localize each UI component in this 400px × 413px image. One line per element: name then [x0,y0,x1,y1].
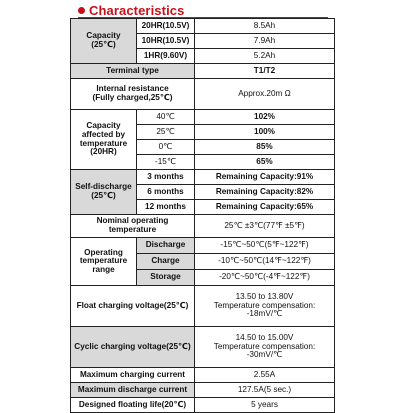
self-discharge-period: 12 months [137,200,195,215]
section-heading [78,2,328,18]
max-discharge-current-value: 127.5A(5 sec.) [195,383,335,398]
terminal-row [71,64,335,79]
cyclic-charging-value [195,327,335,368]
terminal-value: T1/T2 [195,64,335,79]
operating-range-label-line: Operating [84,247,123,257]
float-charging-line: -18mV/℃ [246,309,283,319]
temp-capacity-row [71,110,335,125]
bullet-dot-icon [78,7,85,14]
capacity-value: 7.9Ah [195,34,335,49]
temp-value: 25℃ [137,125,195,140]
float-charging-line: Temperature compensation: [213,300,316,310]
resistance-label [71,79,195,110]
float-charging-label: Float charging voltage(25℃) [71,286,195,327]
self-discharge-value: Remaining Capacity:82% [195,185,335,200]
temp-value: -15℃ [137,155,195,170]
operating-range-label [71,238,137,286]
operating-range-label-line: temperature [79,256,128,266]
capacity-value: 5.2Ah [195,49,335,64]
temp-capacity-value: 85% [195,140,335,155]
nominal-temp-row [71,215,335,238]
temp-value: 40℃ [137,110,195,125]
cyclic-charging-row [71,327,335,368]
operating-range-value: -15℃~50℃(5℉~122℉) [195,238,335,254]
operating-range-value: -20℃~50℃(-4℉~122℉) [195,270,335,286]
self-discharge-label-line1: Self-discharge [75,182,132,192]
nominal-temp-label-line2: temperature [108,225,157,234]
float-charging-value [195,286,335,327]
self-discharge-row [71,170,335,185]
capacity-rate: 1HR(9.60V) [137,49,195,64]
nominal-temp-value: 25℃ ±3℃(77℉ ±5℉) [195,215,335,238]
nominal-temp-label [71,215,195,238]
nominal-temp-label-line1: Nominal operating [96,216,169,226]
cyclic-charging-line: -30mV/℃ [246,350,283,360]
temp-capacity-label-line: (20HR) [90,147,117,157]
capacity-rate: 10HR(10.5V) [137,34,195,49]
operating-mode: Discharge [137,238,195,254]
resistance-label-line1: Internal resistance [96,84,169,94]
operating-range-row [71,238,335,254]
float-charging-row [71,286,335,327]
terminal-label: Terminal type [71,64,195,79]
temp-capacity-value: 102% [195,110,335,125]
operating-range-value: -10℃~50℃(14℉~122℉) [195,254,335,270]
temp-capacity-value: 65% [195,155,335,170]
resistance-value: Approx.20m Ω [195,79,335,110]
capacity-label [71,19,137,64]
capacity-label-line1: Capacity [86,31,121,41]
self-discharge-value: Remaining Capacity:65% [195,200,335,215]
temp-capacity-label-line: Capacity [86,121,121,131]
capacity-value: 8.5Ah [195,19,335,34]
self-discharge-period: 6 months [137,185,195,200]
cyclic-charging-label: Cyclic charging voltage(25℃) [71,327,195,368]
temp-capacity-label-line: affected by [81,129,126,139]
floating-life-label: Designed floating life(20℃) [71,398,195,413]
self-discharge-label-line2: (25℃) [91,191,116,200]
operating-range-label-line: range [92,264,115,274]
capacity-label-line2: (25℃) [91,40,116,49]
temp-value: 0℃ [137,140,195,155]
section-title: Characteristics [89,2,185,18]
operating-mode: Charge [137,254,195,270]
cyclic-charging-line: 14.50 to 15.00V [235,333,294,343]
resistance-row [71,79,335,110]
max-charge-current-label: Maximum charging current [71,368,195,383]
characteristics-table [70,18,335,413]
self-discharge-label [71,170,137,215]
operating-mode: Storage [137,270,195,286]
temp-capacity-label-line: temperature [79,138,128,148]
max-charge-current-value: 2.55A [195,368,335,383]
self-discharge-value: Remaining Capacity:91% [195,170,335,185]
max-discharge-current-label: Maximum discharge current [71,383,195,398]
self-discharge-period: 3 months [137,170,195,185]
capacity-row [71,19,335,34]
resistance-label-line2: (Fully charged,25℃) [92,93,173,102]
cyclic-charging-line: Temperature compensation: [213,341,316,351]
temp-capacity-value: 100% [195,125,335,140]
temp-capacity-label [71,110,137,170]
float-charging-line: 13.50 to 13.80V [235,292,294,302]
capacity-rate: 20HR(10.5V) [137,19,195,34]
max-charge-current-row [71,368,335,383]
floating-life-value: 5 years [195,398,335,413]
max-discharge-current-row [71,383,335,398]
